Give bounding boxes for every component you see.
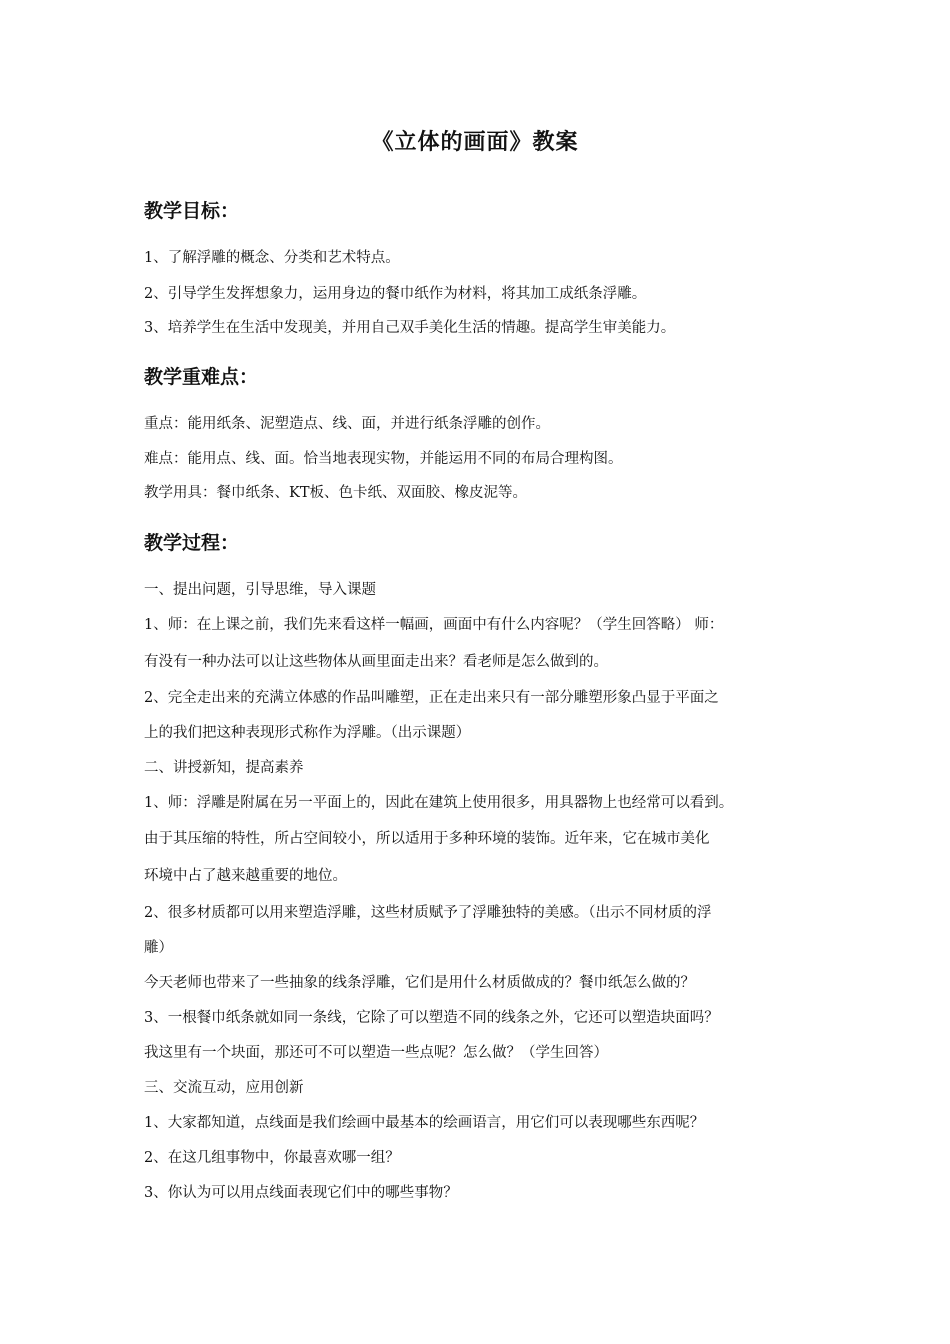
process-line: 3、你认为可以用点线面表现它们中的哪些事物？ bbox=[144, 1185, 458, 1201]
process-line: 我这里有一个块面，那还可不可以塑造一些点呢？怎么做？（学生回答） bbox=[144, 1045, 608, 1061]
objective-item: 3、培养学生在生活中发现美，并用自己双手美化生活的情趣。提高学生审美能力。 bbox=[144, 320, 676, 336]
process-line: 2、完全走出来的充满立体感的作品叫雕塑，正在走出来只有一部分雕塑形象凸显于平面之 bbox=[144, 690, 719, 706]
process-line: 2、很多材质都可以用来塑造浮雕，这些材质赋予了浮雕独特的美感。（出示不同材质的浮 bbox=[144, 905, 712, 921]
process-line: 三、交流互动，应用创新 bbox=[144, 1080, 304, 1096]
process-line: 今天老师也带来了一些抽象的线条浮雕，它们是用什么材质做成的？餐巾纸怎么做的？ bbox=[144, 975, 695, 991]
section-heading-process: 教学过程： bbox=[144, 532, 240, 554]
process-line: 上的我们把这种表现形式称作为浮雕。（出示课题） bbox=[144, 725, 471, 741]
process-line: 3、一根餐巾纸条就如同一条线，它除了可以塑造不同的线条之外，它还可以塑造块面吗？ bbox=[144, 1010, 719, 1026]
process-line: 由于其压缩的特性，所占空间较小，所以适用于多种环境的装饰。近年来，它在城市美化 bbox=[144, 831, 710, 847]
section-heading-key-points: 教学重难点： bbox=[144, 366, 259, 388]
process-line: 雕） bbox=[144, 940, 173, 956]
process-line: 1、师：在上课之前，我们先来看这样一幅画，画面中有什么内容呢？（学生回答略） 师： bbox=[144, 617, 724, 633]
process-line: 有没有一种办法可以让这些物体从画里面走出来？看老师是怎么做到的。 bbox=[144, 654, 608, 670]
process-line: 环境中占了越来越重要的地位。 bbox=[144, 868, 347, 884]
page-title: 《立体的画面》教案 bbox=[371, 130, 579, 155]
process-line: 1、大家都知道，点线面是我们绘画中最基本的绘画语言，用它们可以表现哪些东西呢？ bbox=[144, 1115, 705, 1131]
process-line: 二、讲授新知，提高素养 bbox=[144, 760, 304, 776]
process-line: 一、提出问题，引导思维，导入课题 bbox=[144, 582, 376, 598]
objective-item: 1、了解浮雕的概念、分类和艺术特点。 bbox=[144, 250, 400, 266]
process-line: 1、师：浮雕是附属在另一平面上的，因此在建筑上使用很多，用具器物上也经常可以看到。 bbox=[144, 795, 734, 811]
process-line: 2、在这几组事物中，你最喜欢哪一组？ bbox=[144, 1150, 400, 1166]
section-heading-objectives: 教学目标： bbox=[144, 200, 240, 222]
key-point-item: 难点：能用点、线、面。恰当地表现实物，并能运用不同的布局合理构图。 bbox=[144, 451, 623, 467]
key-point-item: 重点：能用纸条、泥塑造点、线、面，并进行纸条浮雕的创作。 bbox=[144, 416, 550, 432]
key-point-item: 教学用具：餐巾纸条、KT板、色卡纸、双面胶、橡皮泥等。 bbox=[144, 485, 528, 501]
objective-item: 2、引导学生发挥想象力，运用身边的餐巾纸作为材料，将其加工成纸条浮雕。 bbox=[144, 286, 647, 302]
